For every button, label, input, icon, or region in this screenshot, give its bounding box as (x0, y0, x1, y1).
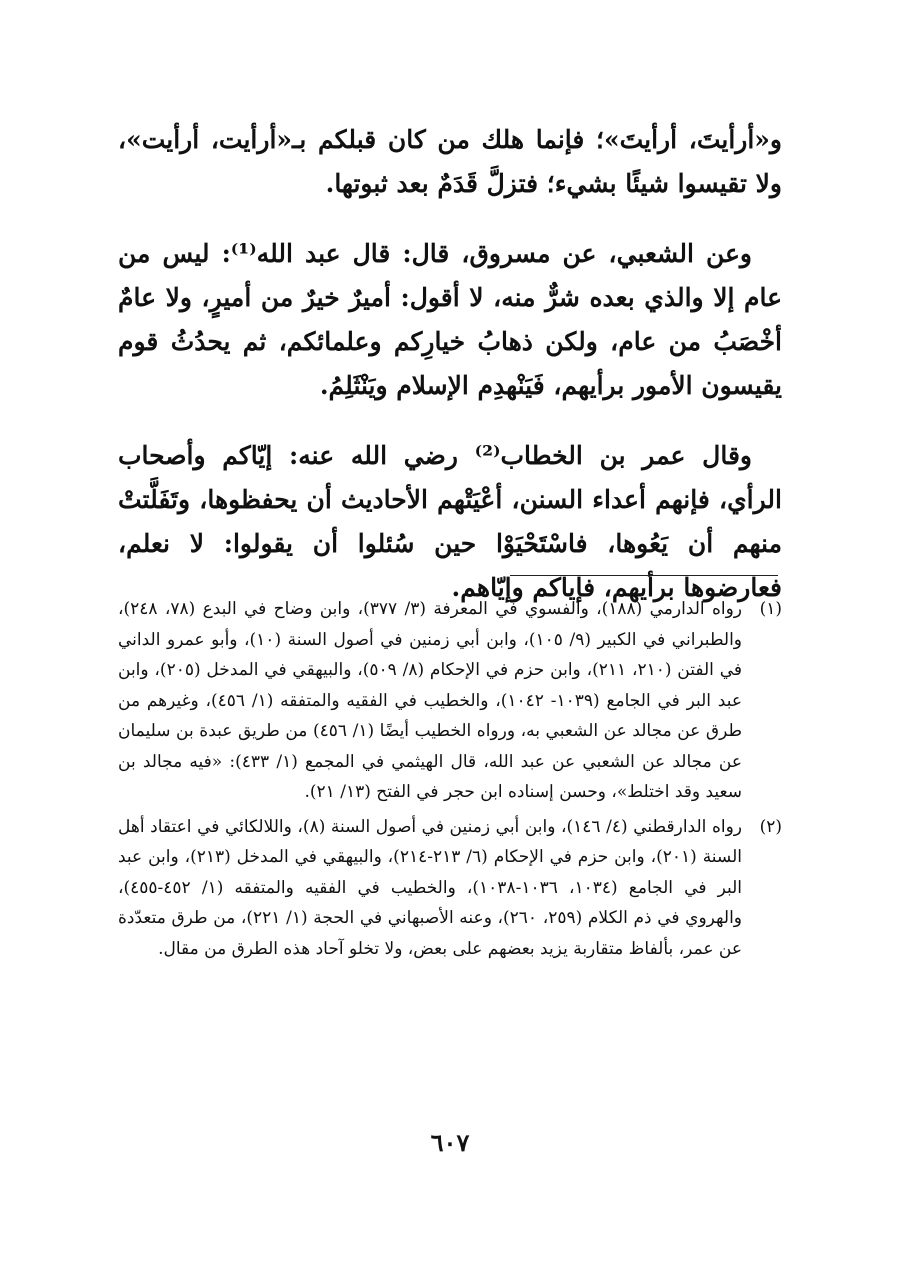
footnote-number: (١) (759, 599, 782, 619)
footnote (118, 594, 782, 808)
paragraph: وعن الشعبي، عن مسروق، قال: قال عبد الله⁽¹⁾: ليس من عام إلا والذي بعده شرٌّ منه، لا أقول: أميرٌ خيرٌ من أميرٍ، ولا عامٌ أخْصَبُ من عام، ولكن ذهابُ خيارِكم وعلمائكم، ثم يحدُثُ قوم يقيسون الأمور برأيهم، فَيَنْهدِم الإسلام ويَنْثَلِمُ. (118, 239, 782, 400)
page-number: ٦٠٧ (430, 1128, 470, 1157)
footnote-number: (٢) (759, 816, 782, 837)
footnote (118, 812, 782, 965)
main-text (118, 118, 782, 636)
footnote-divider (510, 575, 778, 576)
footnote-text: رواه الدارمي (١٨٨)، والفسوي في المعرفة (٣/ ٣٧٧)، وابن وضاح في البدع (٧٨، ٢٤٨)، والطبراني في الكبير (٩/ ١٠٥)، وابن أبي زمنين في أصول السنة (١٠)، وأبو عمرو الداني في الفتن (٢١٠، ٢١١)، وابن حزم في الإحكام (٨/ ٥٠٩)، والبيهقي في المدخل (٢٠٥)، وابن عبد البر في الجامع (١٠٣٩- ١٠٤٢)، والخطيب في الفقيه والمتفقه (١/ ٤٥٦)، وغيرهم من طرق عن مجالد عن الشعبي به، ورواه الخطيب أيضًا (١/ ٤٥٦) من طريق عبدة بن سليمان عن مجالد عن الشعبي عن عبد الله، قال الهيثمي في المجمع (١/ ٤٣٣): «فيه مجالد بن سعيد وقد اختلط»، وحسن إسناده ابن حجر في الفتح (١٣/ ٢١). (118, 599, 743, 802)
paragraph: وقال عمر بن الخطاب⁽²⁾ رضي الله عنه: إيّاكم وأصحاب الرأي، فإنهم أعداء السنن، أعْيَتْهم الأحاديث أن يحفظوها، وتَفَلَّتتْ منهم أن يَعُوها، فاسْتَحْيَوْا حين سُئلوا أن يقولوا: لا نعلم، فعارضوها برأيهم، فإياكم وإيّاهم. (118, 441, 782, 602)
footnote-text: رواه الدارقطني (٤/ ١٤٦)، وابن أبي زمنين في أصول السنة (٨)، واللالكائي في اعتقاد أهل السنة (٢٠١)، وابن حزم في الإحكام (٦/ ٢١٣-٢١٤)، والبيهقي في المدخل (٢١٣)، وابن عبد البر في الجامع (١٠٣٤، ١٠٣٦-١٠٣٨)، والخطيب في الفقيه والمتفقه (١/ ٤٥٢-٤٥٥)، والهروي في ذم الكلام (٢٥٩، ٢٦٠)، وعنه الأصبهاني في الحجة (١/ ٢٢١)، من طرق متعدّدة عن عمر، بألفاظ متقاربة يزيد بعضهم على بعض، ولا تخلو آحاد هذه الطرق من مقال. (118, 816, 743, 959)
footnotes (118, 594, 782, 968)
paragraph: و«أرأيتَ، أرأيتَ»؛ فإنما هلك من كان قبلكم بـ«أرأيت، أرأيت»، ولا تقيسوا شيئًا بشيء؛ فتزلَّ قَدَمٌ بعد ثبوتها. (118, 125, 782, 198)
